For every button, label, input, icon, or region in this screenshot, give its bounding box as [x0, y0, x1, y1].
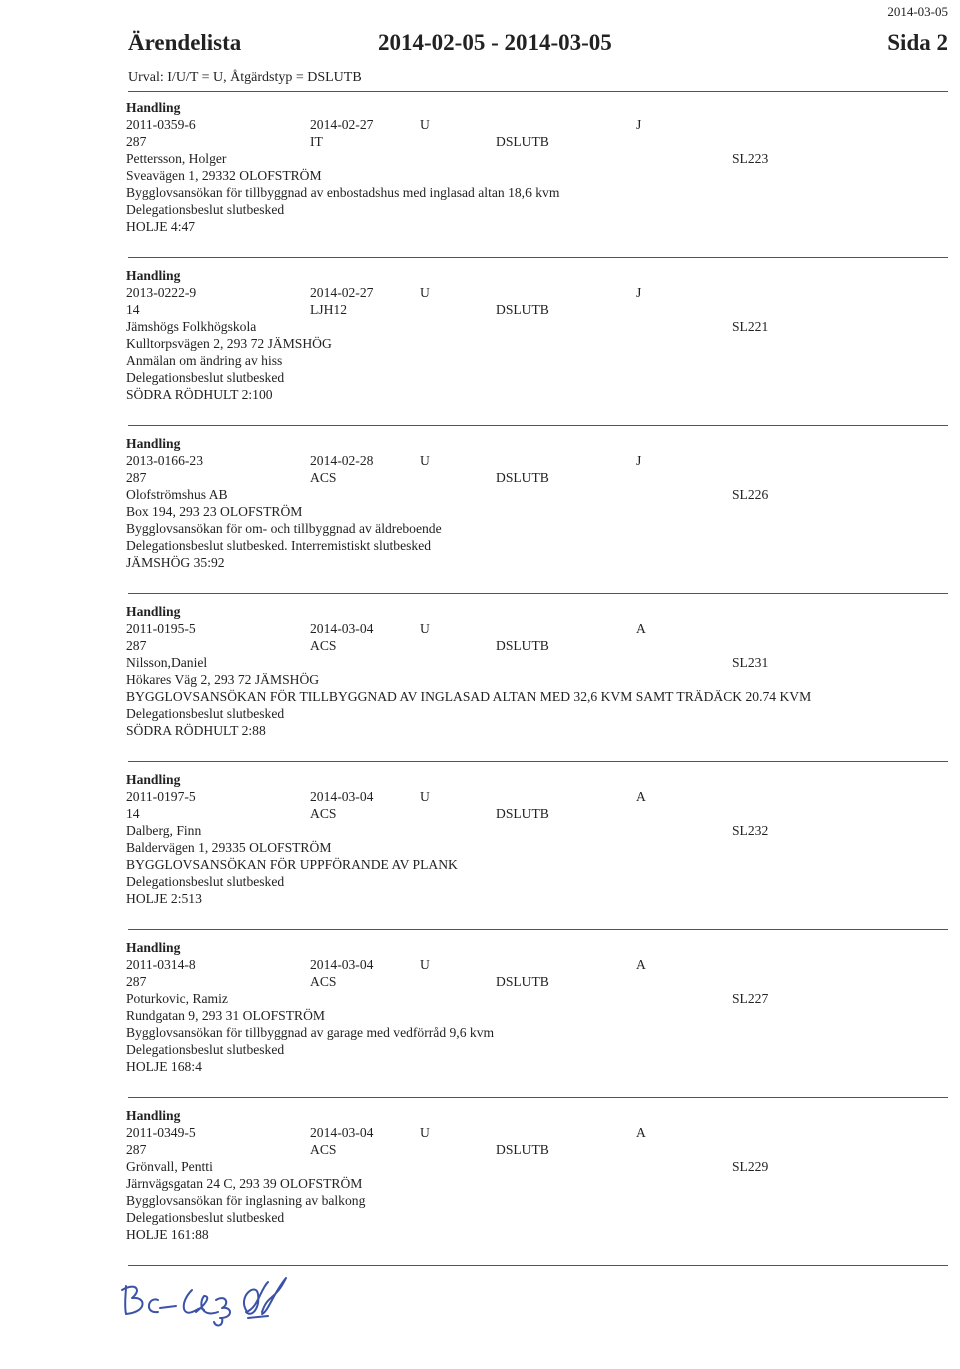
- record-heading: Handling: [126, 100, 181, 115]
- record-date: 2014-03-04: [310, 621, 374, 636]
- record-desc: Bygglovsansökan för tillbyggnad av enbostadshus med inglasad altan 18,6 kvm: [126, 185, 560, 200]
- record-name: Poturkovic, Ramiz: [126, 991, 228, 1006]
- record-action: DSLUTB: [496, 1142, 549, 1157]
- filter-line: Urval: I/U/T = U, Åtgärdstyp = DSLUTB: [128, 70, 362, 85]
- record-address: Sveavägen 1, 29332 OLOFSTRÖM: [126, 168, 322, 183]
- record-heading: Handling: [126, 1108, 181, 1123]
- record-desc: BYGGLOVSANSÖKAN FÖR UPPFÖRANDE AV PLANK: [126, 857, 458, 872]
- record-name: Grönvall, Pentti: [126, 1159, 213, 1174]
- record-address: Kulltorpsvägen 2, 293 72 JÄMSHÖG: [126, 336, 332, 351]
- record-desc: Bygglovsansökan för tillbyggnad av garage med vedförråd 9,6 kvm: [126, 1025, 495, 1040]
- record-action: DSLUTB: [496, 134, 549, 149]
- record-name: Nilsson,Daniel: [126, 655, 208, 670]
- record-io: U: [420, 789, 430, 804]
- record-property: JÄMSHÖG 35:92: [126, 555, 225, 570]
- case-record: [0, 772, 960, 940]
- record-decision: Delegationsbeslut slutbesked: [126, 1042, 285, 1057]
- record-action: DSLUTB: [496, 302, 549, 317]
- record-decision: Delegationsbeslut slutbesked: [126, 1210, 285, 1225]
- record-case-no: 2011-0359-6: [126, 117, 196, 132]
- record-io: U: [420, 957, 430, 972]
- record-handler: ACS: [310, 806, 337, 821]
- record-date: 2014-02-28: [310, 453, 374, 468]
- record-ref: SL226: [732, 487, 769, 502]
- record-property: SÖDRA RÖDHULT 2:100: [126, 387, 273, 402]
- case-record: [0, 436, 960, 604]
- record-decision: Delegationsbeslut slutbesked: [126, 874, 285, 889]
- record-name: Dalberg, Finn: [126, 823, 202, 838]
- record-case-no: 2011-0314-8: [126, 957, 196, 972]
- record-handler: ACS: [310, 638, 337, 653]
- record-handler: ACS: [310, 1142, 337, 1157]
- record-name: Jämshögs Folkhögskola: [126, 319, 257, 334]
- handwritten-signature: [118, 1272, 298, 1332]
- record-heading: Handling: [126, 436, 181, 451]
- record-desc: Bygglovsansökan för om- och tillbyggnad av äldreboende: [126, 521, 442, 536]
- record-case-no: 2013-0222-9: [126, 285, 197, 300]
- case-record: [0, 100, 960, 268]
- record-status: A: [636, 789, 646, 804]
- record-name: Olofströmshus AB: [126, 487, 228, 502]
- record-io: U: [420, 285, 430, 300]
- case-record: [0, 268, 960, 436]
- case-record: [0, 940, 960, 1108]
- record-code: 287: [126, 134, 147, 149]
- record-status: J: [636, 117, 642, 132]
- record-date: 2014-02-27: [310, 117, 374, 132]
- record-action: DSLUTB: [496, 974, 549, 989]
- record-status: A: [636, 957, 646, 972]
- record-address: Box 194, 293 23 OLOFSTRÖM: [126, 504, 303, 519]
- record-handler: ACS: [310, 470, 337, 485]
- print-date: 2014-03-05: [887, 4, 948, 19]
- record-status: J: [636, 285, 642, 300]
- record-status: A: [636, 621, 646, 636]
- record-ref: SL231: [732, 655, 769, 670]
- record-code: 14: [126, 302, 140, 317]
- record-code: 14: [126, 806, 140, 821]
- record-decision: Delegationsbeslut slutbesked: [126, 706, 285, 721]
- page-title: Ärendelista: [128, 30, 242, 55]
- record-code: 287: [126, 1142, 147, 1157]
- record-action: DSLUTB: [496, 806, 549, 821]
- record-address: Järnvägsgatan 24 C, 293 39 OLOFSTRÖM: [126, 1176, 363, 1191]
- record-name: Pettersson, Holger: [126, 151, 227, 166]
- record-io: U: [420, 117, 430, 132]
- record-action: DSLUTB: [496, 470, 549, 485]
- record-heading: Handling: [126, 772, 181, 787]
- record-heading: Handling: [126, 604, 181, 619]
- record-case-no: 2011-0195-5: [126, 621, 196, 636]
- record-heading: Handling: [126, 940, 181, 955]
- record-address: Rundgatan 9, 293 31 OLOFSTRÖM: [126, 1008, 326, 1023]
- case-record: [0, 604, 960, 772]
- record-date: 2014-02-27: [310, 285, 374, 300]
- page-number: Sida 2: [887, 30, 948, 55]
- footer-divider: [128, 1265, 948, 1266]
- record-code: 287: [126, 974, 147, 989]
- record-action: DSLUTB: [496, 638, 549, 653]
- record-property: SÖDRA RÖDHULT 2:88: [126, 723, 266, 738]
- record-address: Baldervägen 1, 29335 OLOFSTRÖM: [126, 840, 332, 855]
- case-record: [0, 1108, 960, 1276]
- record-date: 2014-03-04: [310, 1125, 374, 1140]
- record-property: HOLJE 2:513: [126, 891, 202, 906]
- record-io: U: [420, 453, 430, 468]
- record-date: 2014-03-04: [310, 789, 374, 804]
- record-decision: Delegationsbeslut slutbesked: [126, 370, 285, 385]
- record-decision: Delegationsbeslut slutbesked: [126, 202, 285, 217]
- record-case-no: 2011-0197-5: [126, 789, 196, 804]
- record-desc: BYGGLOVSANSÖKAN FÖR TILLBYGGNAD AV INGLASAD ALTAN MED 32,6 KVM SAMT TRÄDÄCK 20.74 KVM: [126, 689, 812, 704]
- date-range: 2014-02-05 - 2014-03-05: [378, 30, 612, 55]
- record-handler: LJH12: [310, 302, 348, 317]
- record-case-no: 2011-0349-5: [126, 1125, 196, 1140]
- record-code: 287: [126, 638, 147, 653]
- record-address: Hökares Väg 2, 293 72 JÄMSHÖG: [126, 672, 320, 687]
- record-case-no: 2013-0166-23: [126, 453, 204, 468]
- record-ref: SL232: [732, 823, 769, 838]
- record-status: A: [636, 1125, 646, 1140]
- record-heading: Handling: [126, 268, 181, 283]
- record-date: 2014-03-04: [310, 957, 374, 972]
- record-handler: IT: [310, 134, 323, 149]
- record-ref: SL227: [732, 991, 769, 1006]
- record-ref: SL223: [732, 151, 769, 166]
- record-io: U: [420, 1125, 430, 1140]
- header-divider: [128, 91, 948, 92]
- record-property: HOLJE 4:47: [126, 219, 196, 234]
- record-decision: Delegationsbeslut slutbesked. Interremistiskt slutbesked: [126, 538, 432, 553]
- record-desc: Bygglovsansökan för inglasning av balkong: [126, 1193, 366, 1208]
- record-desc: Anmälan om ändring av hiss: [126, 353, 283, 368]
- record-property: HOLJE 161:88: [126, 1227, 209, 1242]
- record-ref: SL221: [732, 319, 769, 334]
- record-handler: ACS: [310, 974, 337, 989]
- record-io: U: [420, 621, 430, 636]
- record-ref: SL229: [732, 1159, 769, 1174]
- record-status: J: [636, 453, 642, 468]
- record-property: HOLJE 168:4: [126, 1059, 202, 1074]
- record-code: 287: [126, 470, 147, 485]
